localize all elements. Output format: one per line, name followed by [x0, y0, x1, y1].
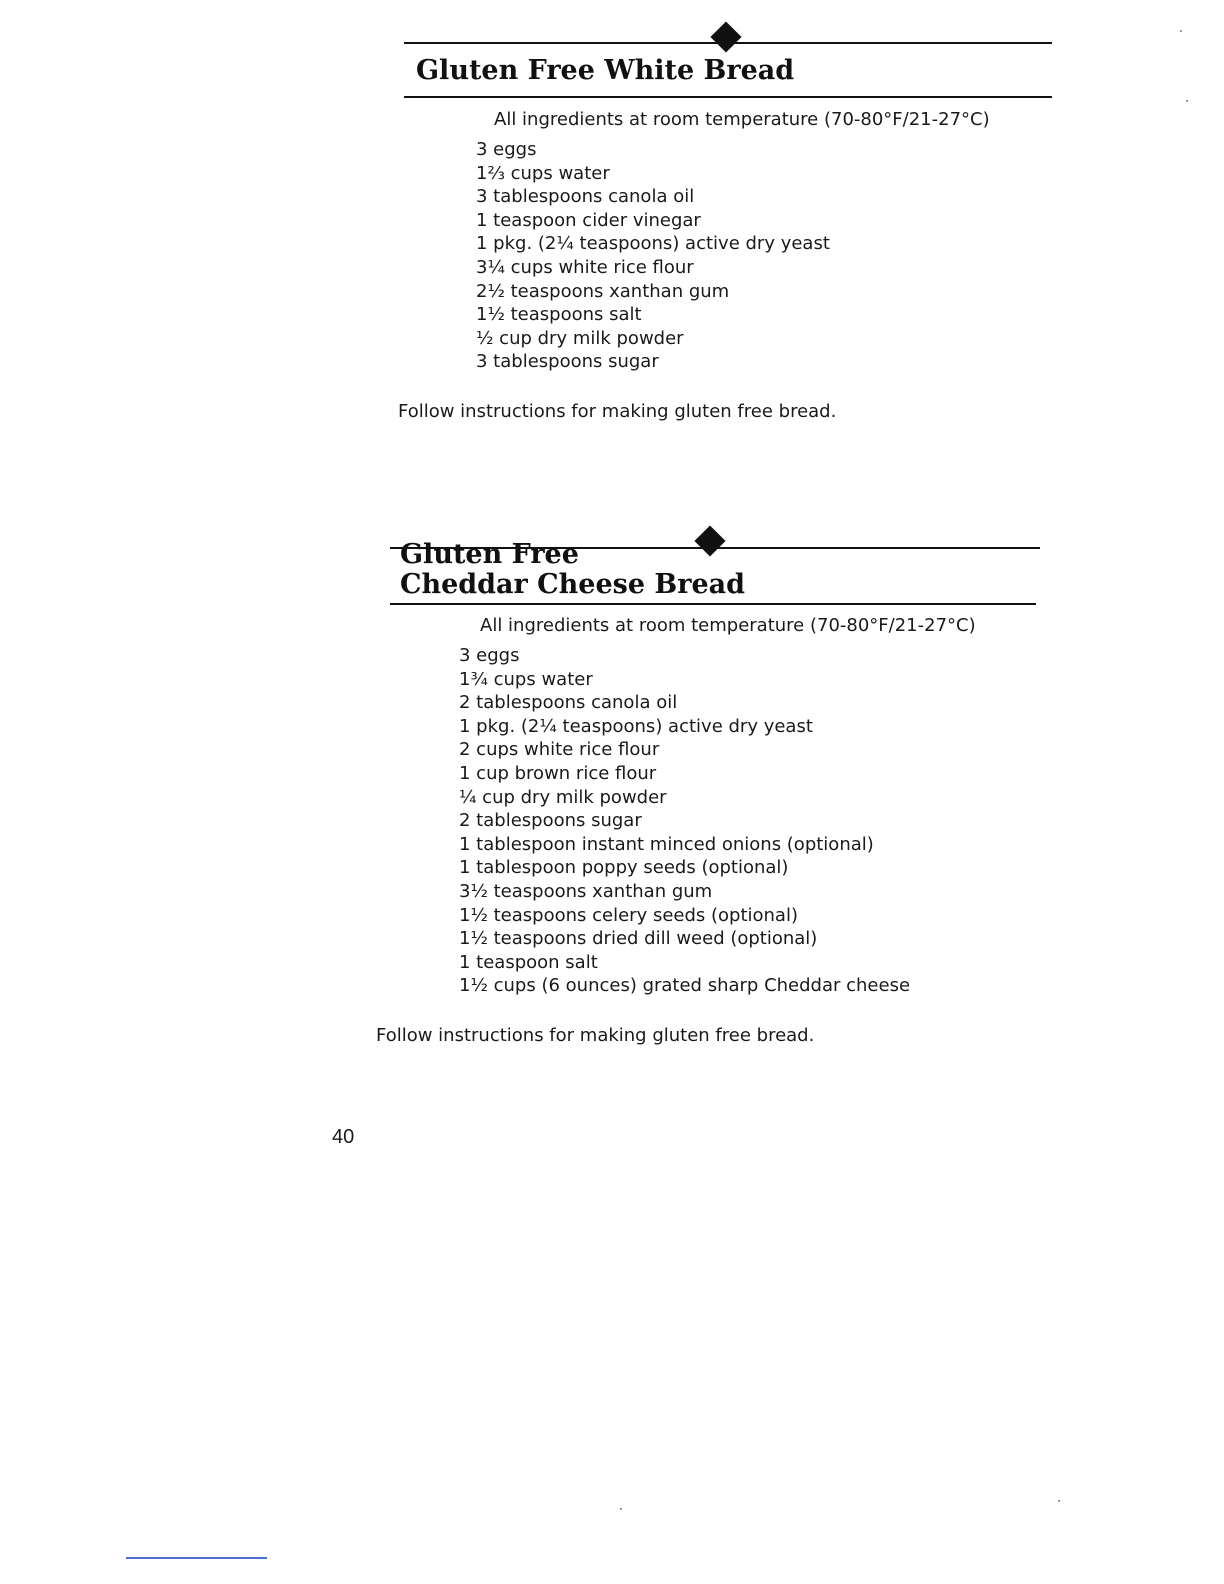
recipe-title: [416, 56, 794, 86]
ingredient-item: 1 pkg. (2¼ teaspoons) active dry yeast: [476, 233, 830, 255]
ingredient-item: ½ cup dry milk powder: [476, 327, 684, 349]
ingredient-item: 1½ cups (6 ounces) grated sharp Cheddar cheese: [459, 975, 911, 997]
header-rule-bottom: [404, 96, 1052, 98]
ingredient-list: [476, 138, 830, 374]
ingredient-item: 1½ teaspoons celery seeds (optional): [459, 904, 798, 926]
ingredient-item: 1½ teaspoons salt: [476, 304, 642, 326]
ingredient-item: 1⅔ cups water: [476, 162, 610, 184]
ingredient-item: 1 teaspoon cider vinegar: [476, 209, 701, 231]
recipe-title-line: Cheddar Cheese Bread: [400, 569, 746, 600]
scan-speck: [1058, 1500, 1060, 1502]
ingredient-item: 2½ teaspoons xanthan gum: [476, 280, 730, 302]
diamond-ornament-icon: [710, 21, 741, 52]
page-number: 40: [332, 1126, 355, 1148]
temperature-note: All ingredients at room temperature (70-80°F/21-27°C): [494, 109, 990, 130]
recipe-title: [400, 540, 745, 600]
header-rule-bottom: [390, 603, 1036, 605]
ingredient-list: [459, 644, 910, 998]
ingredient-item: 1¾ cups water: [459, 668, 593, 690]
ingredient-item: 3 tablespoons sugar: [476, 351, 659, 373]
ingredient-item: 3 eggs: [459, 645, 520, 666]
ingredient-item: 1 pkg. (2¼ teaspoons) active dry yeast: [459, 715, 813, 737]
ingredient-item: 2 tablespoons sugar: [459, 810, 642, 832]
ingredient-item: 2 cups white rice flour: [459, 739, 660, 761]
ingredient-item: ¼ cup dry milk powder: [459, 786, 667, 808]
ingredient-item: 1 teaspoon salt: [459, 951, 598, 973]
recipe-title-line: Gluten Free White Bread: [416, 55, 795, 86]
ingredient-item: 1½ teaspoons dried dill weed (optional): [459, 928, 818, 950]
ingredient-item: 3 eggs: [476, 139, 537, 160]
instructions-text: Follow instructions for making gluten free bread.: [398, 401, 837, 422]
temperature-note: All ingredients at room temperature (70-80°F/21-27°C): [480, 615, 976, 636]
ingredient-item: 1 cup brown rice flour: [459, 762, 657, 784]
scan-speck: [620, 1508, 622, 1510]
ingredient-item: 3½ teaspoons xanthan gum: [459, 880, 713, 902]
instructions-text: Follow instructions for making gluten free bread.: [376, 1025, 815, 1046]
footer-rule: [126, 1557, 267, 1559]
recipe-title-line: Gluten Free: [400, 539, 579, 570]
ingredient-item: 1 tablespoon poppy seeds (optional): [459, 857, 789, 879]
ingredient-item: 3 tablespoons canola oil: [476, 186, 695, 208]
scan-speck: [1186, 100, 1188, 102]
scan-speck: [1180, 30, 1182, 32]
ingredient-item: 1 tablespoon instant minced onions (optional): [459, 833, 874, 855]
ingredient-item: 2 tablespoons canola oil: [459, 692, 678, 714]
ingredient-item: 3¼ cups white rice flour: [476, 256, 694, 278]
